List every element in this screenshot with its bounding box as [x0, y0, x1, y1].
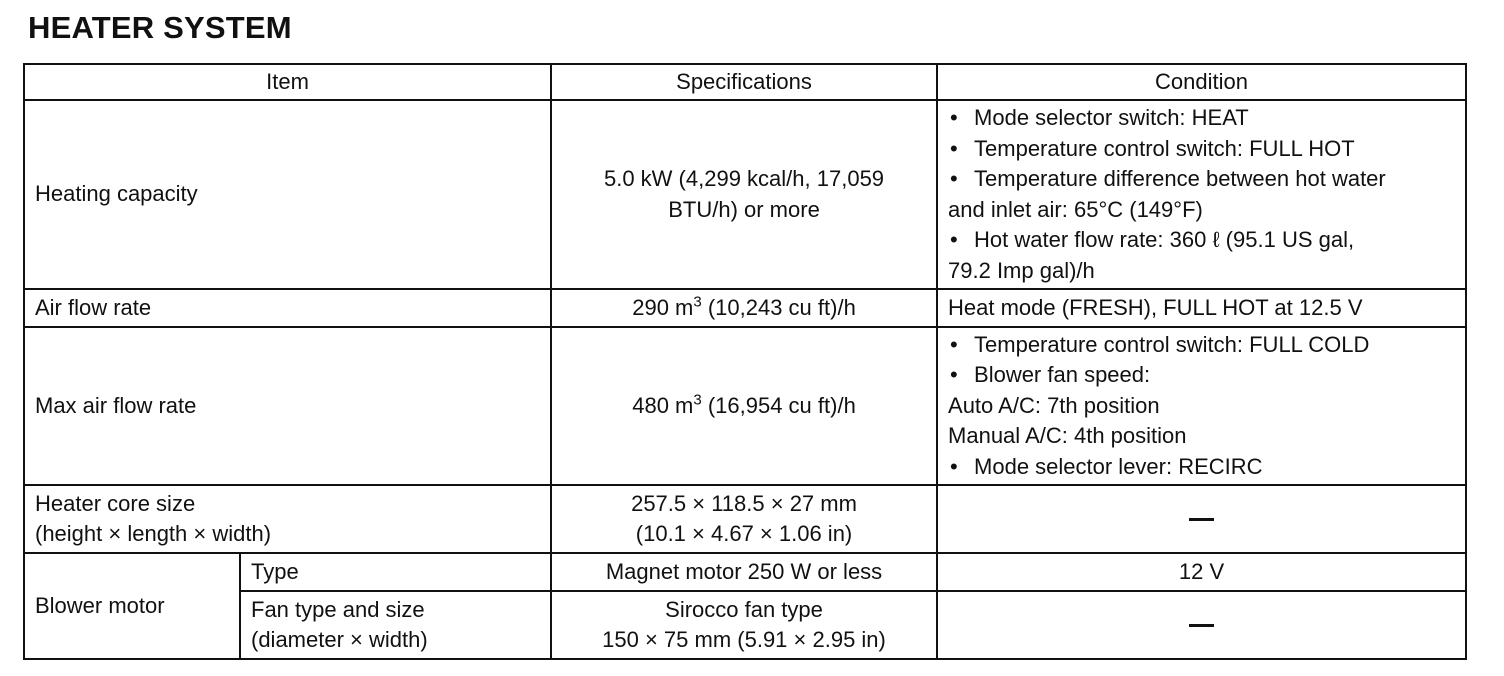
item-heater-core-size [24, 485, 551, 553]
condition-blower-motor-type: 12 V [937, 553, 1466, 591]
subitem-type: Type [240, 553, 551, 591]
condition-text: Temperature control switch: FULL COLD [974, 331, 1370, 357]
header-condition: Condition [937, 64, 1466, 100]
condition-blower-motor-fan [937, 591, 1466, 659]
spec-line: 257.5 × 118.5 × 27 mm [631, 490, 857, 516]
table-row-heater-core-size [24, 485, 1466, 553]
bullet-icon: • [950, 453, 958, 479]
table-row-blower-motor-fan [24, 591, 1466, 659]
condition-bullet [948, 225, 1455, 256]
condition-bullet [948, 134, 1455, 165]
spec-line: BTU/h) or more [668, 196, 820, 222]
header-item: Item [24, 64, 551, 100]
condition-max-air-flow-rate [937, 327, 1466, 485]
heater-spec-table [23, 63, 1467, 660]
spec-value: 480 m [632, 392, 694, 418]
spec-blower-motor-fan [551, 591, 937, 659]
dash-icon [1189, 518, 1214, 521]
item-line: Heater core size [35, 490, 196, 516]
item-line: (diameter × width) [251, 627, 428, 652]
condition-text: 79.2 Imp gal)/h [948, 257, 1095, 283]
table-row-air-flow-rate [24, 289, 1466, 327]
item-max-air-flow-rate: Max air flow rate [24, 327, 551, 485]
bullet-icon: • [950, 331, 958, 357]
condition-heating-capacity [937, 100, 1466, 289]
condition-air-flow-rate: Heat mode (FRESH), FULL HOT at 12.5 V [937, 289, 1466, 327]
subitem-fan-type-size [240, 591, 551, 659]
spec-superscript: 3 [693, 293, 702, 311]
item-air-flow-rate: Air flow rate [24, 289, 551, 327]
bullet-icon: • [950, 166, 958, 191]
condition-bullet [948, 452, 1455, 483]
bullet-icon: • [950, 362, 958, 388]
spec-heating-capacity [551, 100, 937, 289]
condition-heater-core-size [937, 485, 1466, 553]
condition-bullet [948, 330, 1455, 361]
condition-text: Auto A/C: 7th position [948, 392, 1160, 418]
spec-heater-core-size [551, 485, 937, 553]
table-row-max-air-flow-rate [24, 327, 1466, 485]
item-blower-motor: Blower motor [24, 553, 240, 659]
spec-blower-motor-type: Magnet motor 250 W or less [551, 553, 937, 591]
header-specifications: Specifications [551, 64, 937, 100]
spec-line: 150 × 75 mm (5.91 × 2.95 in) [602, 627, 886, 652]
item-line: Fan type and size [251, 596, 425, 622]
bullet-icon: • [950, 227, 958, 252]
spec-value: 290 m [632, 294, 694, 320]
condition-text: Blower fan speed: [974, 362, 1151, 388]
spec-value-rest: (16,954 cu ft)/h [701, 392, 856, 418]
condition-text: Temperature difference between hot water [974, 166, 1386, 191]
dash-icon [1189, 624, 1214, 627]
item-line: (height × length × width) [35, 521, 272, 546]
condition-text: Mode selector lever: RECIRC [974, 453, 1263, 479]
spec-line: Sirocco fan type [665, 596, 823, 622]
item-heating-capacity: Heating capacity [24, 100, 551, 289]
condition-bullet [948, 164, 1455, 195]
page-title: HEATER SYSTEM [28, 10, 292, 45]
bullet-icon: • [950, 105, 958, 130]
spec-air-flow-rate [551, 289, 937, 327]
table-row-blower-motor-type [24, 553, 1466, 591]
header-row [24, 64, 1466, 100]
condition-bullet [948, 103, 1455, 134]
spec-max-air-flow-rate [551, 327, 937, 485]
condition-text: Temperature control switch: FULL HOT [974, 135, 1355, 161]
condition-bullet [948, 360, 1455, 391]
condition-text: Hot water flow rate: 360 ℓ (95.1 US gal, [974, 227, 1355, 252]
table-row-heating-capacity [24, 100, 1466, 289]
spec-value-rest: (10,243 cu ft)/h [701, 294, 856, 320]
spec-line: 5.0 kW (4,299 kcal/h, 17,059 [603, 166, 885, 191]
condition-text: and inlet air: 65°C (149°F) [948, 196, 1203, 222]
condition-text: Mode selector switch: HEAT [974, 105, 1249, 130]
spec-line: (10.1 × 4.67 × 1.06 in) [635, 521, 853, 546]
bullet-icon: • [950, 135, 958, 161]
condition-text: Manual A/C: 4th position [948, 423, 1187, 449]
spec-superscript: 3 [693, 391, 702, 409]
